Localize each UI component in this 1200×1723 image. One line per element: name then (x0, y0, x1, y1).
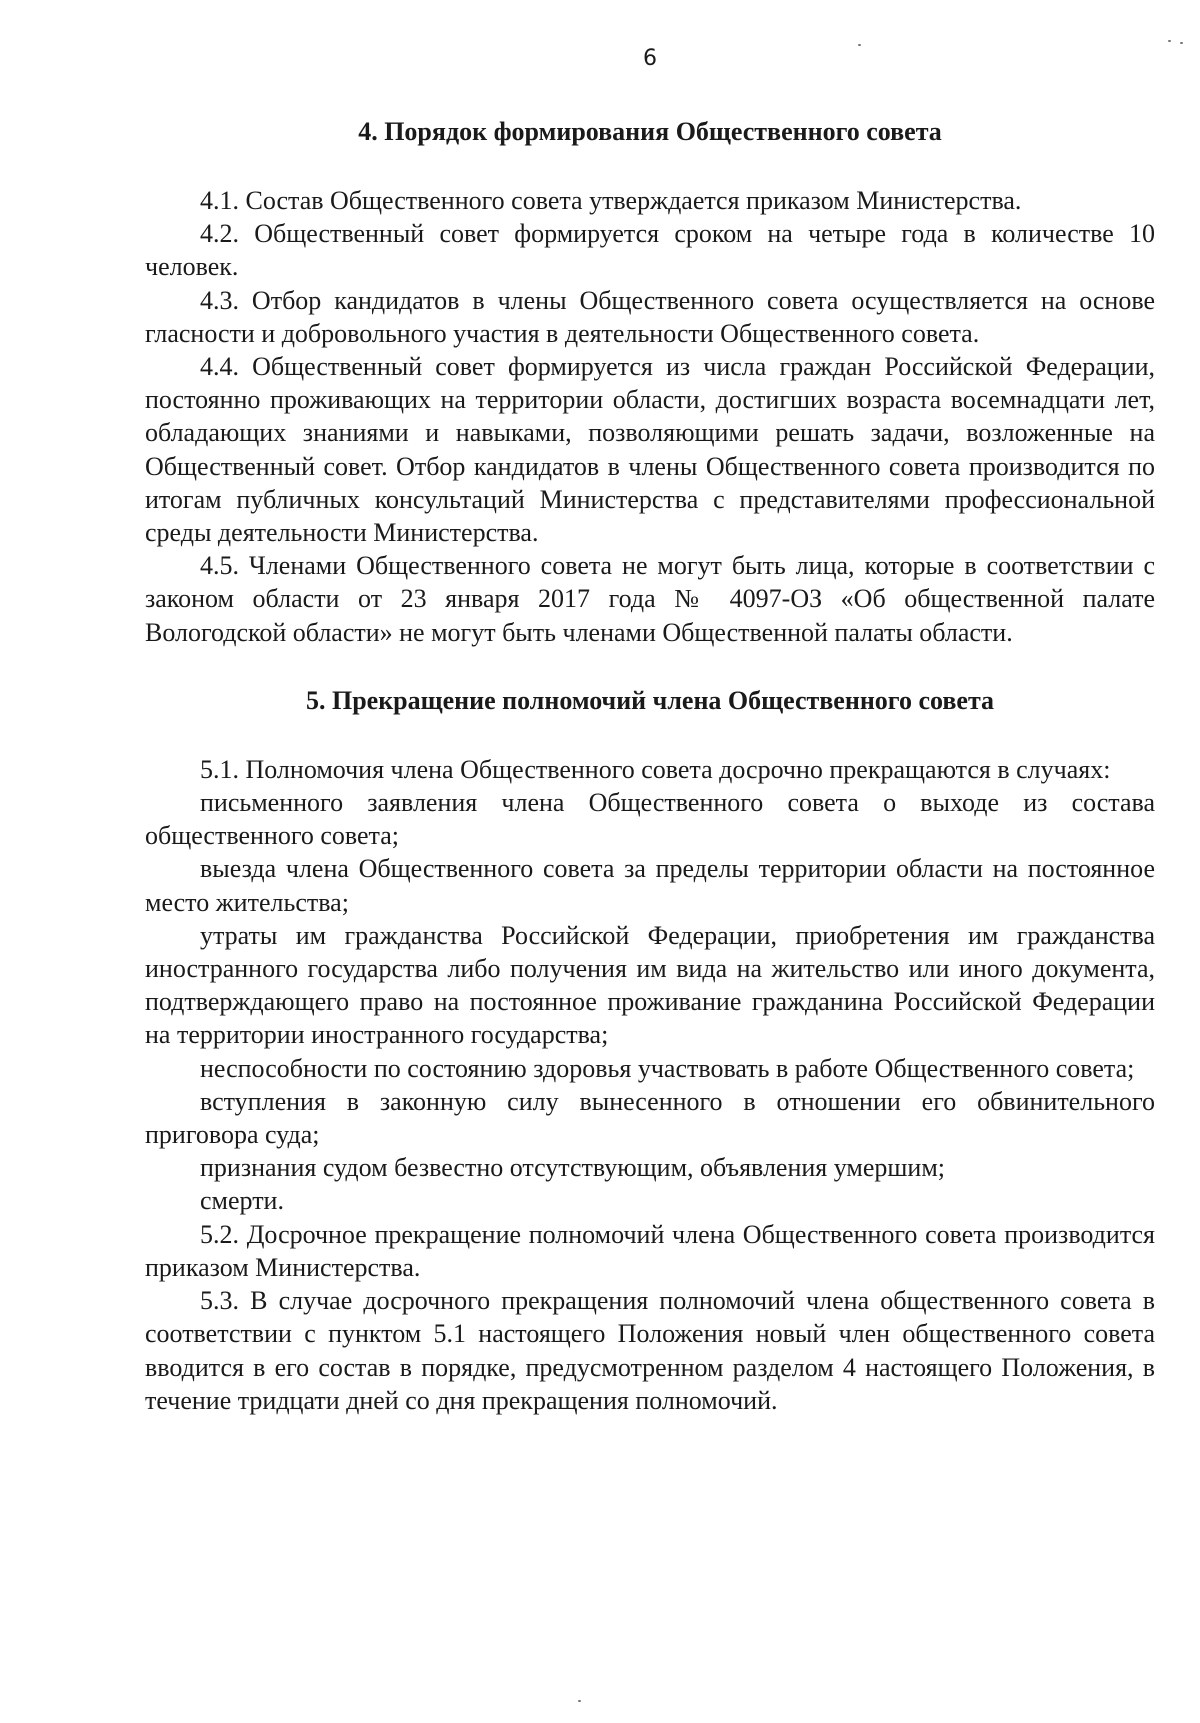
paragraph-4-5: 4.5. Членами Общественного совета не могут быть лица, которые в соответствии с законом области от 23 января 2017 года № 4097-ОЗ «Об общественной палате Вологодской области» не могут быть членами Общественной палаты области. (145, 551, 1155, 647)
document-body (145, 114, 1155, 1417)
paragraph-4-3: 4.3. Отбор кандидатов в члены Общественного совета осуществляется на основе гласности и добровольного участия в деятельности Общественного совета. (145, 285, 1155, 348)
list-item-missing-or-dead: признания судом безвестно отсутствующим, объявления умершим; (200, 1153, 946, 1183)
scan-speck (858, 44, 861, 46)
paragraph-5-2: 5.2. Досрочное прекращение полномочий члена Общественного совета производится приказом Министерства. (145, 1219, 1155, 1282)
list-item-health: неспособности по состоянию здоровья участвовать в работе Общественного совета; (200, 1053, 1135, 1083)
page-number: 6 (643, 46, 657, 71)
paragraph-4-1: 4.1. Состав Общественного совета утверждается приказом Министерства. (200, 186, 1022, 215)
section-4-title: 4. Порядок формирования Общественного совета (358, 117, 942, 146)
section-5-title: 5. Прекращение полномочий члена Общественного совета (305, 685, 995, 715)
list-item-written-statement: письменного заявления члена Общественного совета о выходе из состава общественного совета; (145, 788, 1155, 851)
scan-speck (578, 1700, 581, 1702)
list-item-loss-of-citizenship: утраты им гражданства Российской Федерации, приобретения им гражданства иностранного государства либо получения им вида на жительство или иного документа, подтверждающего право на постоянное проживание гражданина Российской Федерации на территории иностранного государства; (145, 920, 1155, 1050)
scan-speck (1168, 40, 1171, 42)
paragraph-5-1: 5.1. Полномочия члена Общественного совета досрочно прекращаются в случаях: (200, 754, 1111, 784)
list-item-death: смерти. (200, 1186, 284, 1216)
list-item-conviction: вступления в законную силу вынесенного в отношении его обвинительного приговора суда; (145, 1086, 1155, 1150)
paragraph-4-4: 4.4. Общественный совет формируется из числа граждан Российской Федерации, постоянно проживающих на территории области, достигших возраста восемнадцати лет, обладающих знаниями и навыками, позволяющими решать задачи, возложенные на Общественный совет. Отбор кандидатов в члены Общественного совета производится по итогам публичных консультаций Министерства с представителями профессиональной среды деятельности Министерства. (145, 352, 1155, 548)
scan-speck (1180, 42, 1183, 44)
paragraph-4-2: 4.2. Общественный совет формируется сроком на четыре года в количестве 10 человек. (145, 219, 1155, 282)
paragraph-5-3: 5.3. В случае досрочного прекращения полномочий члена общественного совета в соответствии с пунктом 5.1 настоящего Положения новый член общественного совета вводится в его состав в порядке, предусмотренном разделом 4 настоящего Положения, в течение тридцати дней со дня прекращения полномочий. (145, 1286, 1155, 1415)
list-item-departure: выезда члена Общественного совета за пределы территории области на постоянное место жительства; (145, 854, 1155, 917)
